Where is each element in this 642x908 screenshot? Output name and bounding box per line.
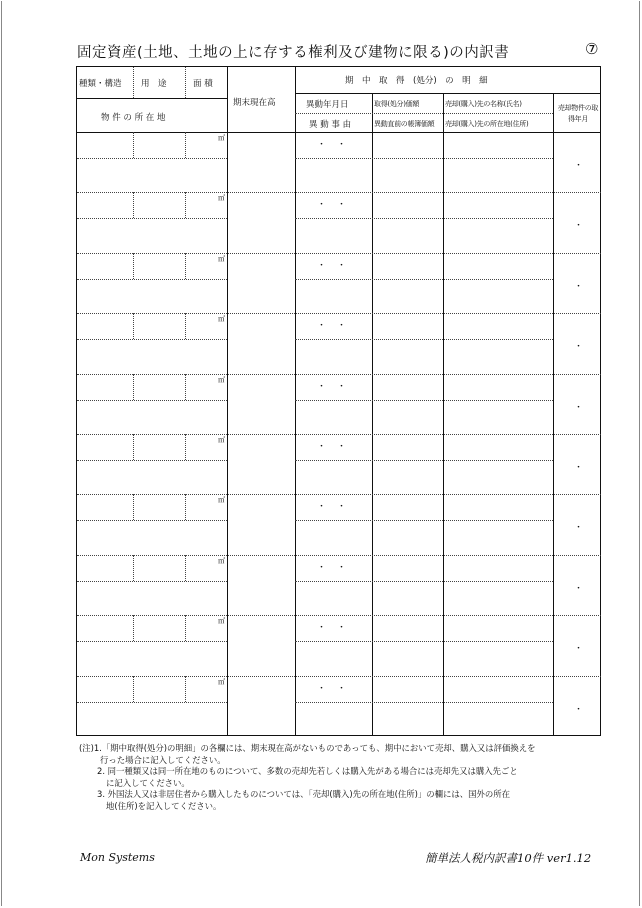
row-divider-kind xyxy=(133,434,134,460)
row-divider-use xyxy=(185,555,186,581)
row-divider-use xyxy=(185,434,186,460)
row-separator xyxy=(77,434,601,435)
row-separator xyxy=(77,494,601,495)
header-kind-structure: 種類・構造 xyxy=(79,79,122,89)
date-dots: ・ ・ xyxy=(317,562,348,573)
divider-balance-left xyxy=(227,67,228,736)
month-dot: ・ xyxy=(574,463,584,473)
area-unit: ㎡ xyxy=(218,134,225,142)
area-unit: ㎡ xyxy=(218,496,225,505)
row-separator xyxy=(77,313,601,314)
row-split-right xyxy=(295,460,553,461)
header-acquisition-amount: 取得(処分)価額 xyxy=(374,100,420,108)
row-divider-kind xyxy=(133,615,134,641)
month-dot: ・ xyxy=(574,644,584,655)
divider-use-area xyxy=(185,67,186,98)
header-bottom-line xyxy=(77,132,601,133)
header-seller-name: 売却(購入)先の名称(氏名) xyxy=(445,100,522,108)
note-line: 2. 同一種類又は同一所在地のものについて、多数の売却先若しくは購入先がある場合には売却先又は購入先ごと xyxy=(97,766,518,777)
row-split-left xyxy=(77,702,227,703)
footer-vendor: Mon Systems xyxy=(80,851,155,864)
divider-seller-right xyxy=(553,93,554,736)
row-separator xyxy=(77,615,601,616)
header-seller-address: 売却(購入)先の所在地(住所) xyxy=(445,120,529,128)
row-split-right xyxy=(295,339,553,340)
date-dots: ・ ・ xyxy=(317,260,348,271)
row-split-right xyxy=(295,400,553,401)
row-split-left xyxy=(77,400,227,401)
row-split-right xyxy=(295,641,553,642)
date-dots: ・ ・ xyxy=(317,321,348,332)
row-divider-kind xyxy=(133,253,134,279)
notes xyxy=(79,743,535,813)
note-line: 3. 外国法人又は非居住者から購入したものについては、「売却(購入)先の所在地(住所)」の欄には、国外の所在 xyxy=(97,789,510,800)
row-divider-use xyxy=(185,374,186,400)
month-dot: ・ xyxy=(574,221,584,232)
area-unit: ㎡ xyxy=(218,617,225,626)
area-unit: ㎡ xyxy=(218,375,225,384)
header-change-date: 異動年月日 xyxy=(306,100,349,110)
row-divider-kind xyxy=(133,374,134,400)
divider-balance-right xyxy=(295,67,296,736)
row-separator xyxy=(77,192,601,193)
date-dots: ・ ・ xyxy=(317,140,348,150)
header-sold-asset-acquired: 売却物件の取得年月 xyxy=(557,104,599,123)
date-dots: ・ ・ xyxy=(317,381,348,392)
note-line: に記入してください。 xyxy=(106,777,190,788)
header-area: 面 積 xyxy=(193,79,213,89)
row-split-left xyxy=(77,581,227,582)
header-use: 用 途 xyxy=(141,79,167,89)
header-period-transactions: 期 中 取 得 (処分) の 明 細 xyxy=(345,76,488,86)
date-dots: ・ ・ xyxy=(317,623,348,634)
row-separator xyxy=(77,374,601,375)
form-title: 固定資産(土地、土地の上に存する権利及び建物に限る)の内訳書 xyxy=(77,45,510,61)
note-line: 行った場合に記入してください。 xyxy=(100,754,226,765)
date-dots: ・ ・ xyxy=(317,200,348,211)
header-line-period xyxy=(295,93,601,94)
note-line: 地(住所)を記入してください。 xyxy=(106,800,222,811)
header-pre-change-book-value: 異動直前の帳簿価額 xyxy=(374,120,435,128)
row-split-left xyxy=(77,520,227,521)
area-unit: ㎡ xyxy=(218,556,225,565)
row-divider-kind xyxy=(133,676,134,702)
form-number: ⑦ xyxy=(585,40,599,58)
header-change-reason: 異 動 事 由 xyxy=(309,120,352,130)
row-split-left xyxy=(77,460,227,461)
row-divider-use xyxy=(185,615,186,641)
header-location: 物 件 の 所 在 地 xyxy=(101,113,166,123)
month-dot: ・ xyxy=(574,523,584,534)
row-divider-kind xyxy=(133,132,134,158)
row-divider-use xyxy=(185,192,186,218)
month-dot: ・ xyxy=(574,583,584,594)
row-divider-use xyxy=(185,132,186,158)
row-split-right xyxy=(295,702,553,703)
area-unit: ㎡ xyxy=(218,677,225,686)
note-line: (注)1.「期中取得(処分)の明細」の各欄には、期末現在高がないものであっても、期中において売却、購入又は評価換えを xyxy=(79,743,536,753)
header-line-kind xyxy=(77,98,227,99)
divider-kind-use xyxy=(133,67,134,98)
area-unit: ㎡ xyxy=(218,254,225,263)
inventory-table xyxy=(76,66,601,736)
row-split-left xyxy=(77,279,227,280)
row-split-right xyxy=(295,520,553,521)
month-dot: ・ xyxy=(574,161,584,171)
divider-date-right xyxy=(372,93,373,736)
row-split-right xyxy=(295,581,553,582)
row-split-left xyxy=(77,158,227,159)
row-split-right xyxy=(295,279,553,280)
month-dot: ・ xyxy=(574,704,584,715)
row-separator xyxy=(77,676,601,677)
date-dots: ・ ・ xyxy=(317,442,348,452)
header-balance: 期末現在高 xyxy=(233,98,276,108)
footer-product: 簡単法人税内訳書10件 ver1.12 xyxy=(425,851,592,865)
row-divider-kind xyxy=(133,313,134,339)
row-separator xyxy=(77,555,601,556)
row-divider-kind xyxy=(133,192,134,218)
month-dot: ・ xyxy=(574,402,584,413)
row-split-right xyxy=(295,158,553,159)
row-split-left xyxy=(77,641,227,642)
row-divider-use xyxy=(185,253,186,279)
area-unit: ㎡ xyxy=(218,436,225,444)
row-split-right xyxy=(295,218,553,219)
row-separator xyxy=(77,253,601,254)
month-dot: ・ xyxy=(574,342,584,353)
row-divider-use xyxy=(185,676,186,702)
row-divider-kind xyxy=(133,555,134,581)
month-dot: ・ xyxy=(574,281,584,292)
date-dots: ・ ・ xyxy=(317,683,348,694)
row-split-left xyxy=(77,218,227,219)
row-split-left xyxy=(77,339,227,340)
header-line-sub xyxy=(295,113,553,114)
area-unit: ㎡ xyxy=(218,315,225,324)
row-divider-kind xyxy=(133,494,134,520)
divider-amount-right xyxy=(443,93,444,736)
date-dots: ・ ・ xyxy=(317,502,348,513)
area-unit: ㎡ xyxy=(218,194,225,203)
row-divider-use xyxy=(185,313,186,339)
row-divider-use xyxy=(185,494,186,520)
